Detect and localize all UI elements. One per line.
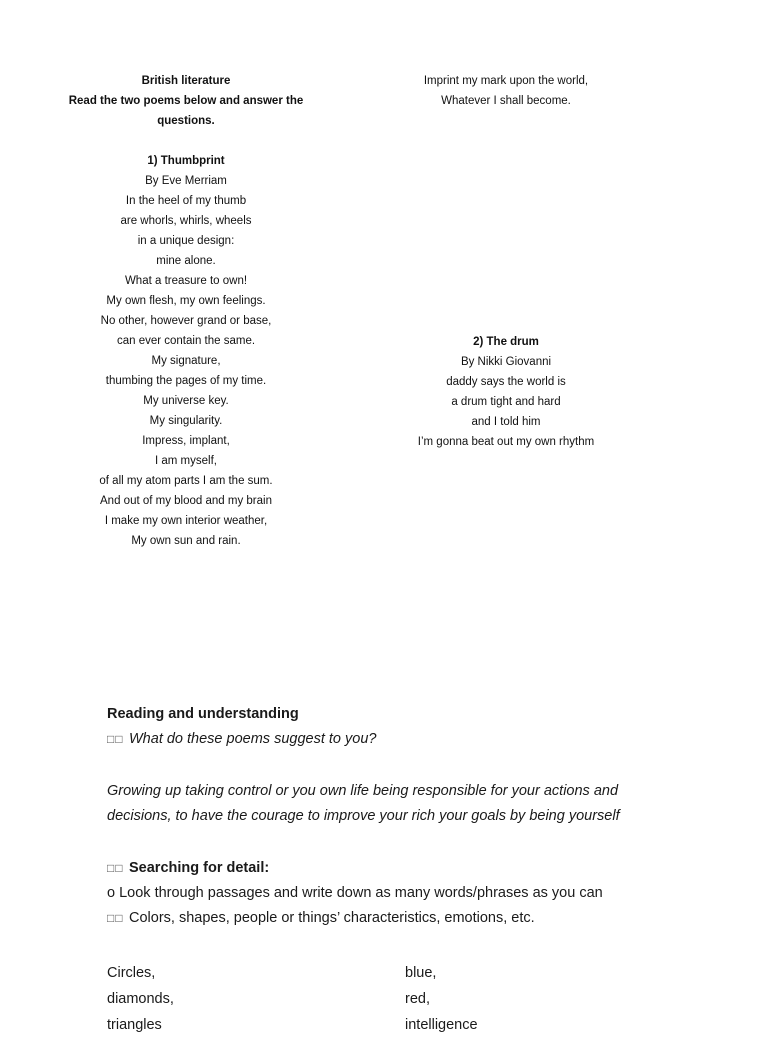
poem1-line: thumbing the pages of my time.	[105, 375, 267, 387]
poem1-line: And out of my blood and my brain	[100, 495, 272, 507]
detail-subinstruction-row	[107, 906, 707, 931]
question-text: What do these poems suggest to you?	[129, 731, 377, 747]
detail-subinstruction: Colors, shapes, people or things’ characteristics, emotions, etc.	[129, 910, 535, 926]
poem2-line: a drum tight and hard	[451, 396, 561, 408]
poem1-line: In the heel of my thumb	[125, 195, 247, 207]
poem2-author: By Nikki Giovanni	[460, 356, 552, 368]
instructions-line-2: questions.	[157, 115, 215, 127]
poem1-line: I am myself,	[155, 455, 217, 467]
poem1-line: What a treasure to own!	[124, 275, 248, 287]
course-title: British literature	[141, 75, 231, 87]
poem2-line: daddy says the world is	[446, 376, 566, 388]
poem2-block	[376, 332, 636, 452]
detail-heading-row	[107, 856, 707, 881]
poem1-line: I make my own interior weather,	[104, 515, 268, 527]
spacer	[107, 752, 707, 779]
detail-instruction: o Look through passages and write down as many words/phrases as you can	[107, 885, 603, 901]
poem1-continued-line: Whatever I shall become.	[441, 95, 571, 107]
poem1-line: No other, however grand or base,	[100, 315, 272, 327]
instructions-line-1: Read the two poems below and answer the	[68, 95, 304, 107]
poem1-line: My singularity.	[149, 415, 223, 427]
spacer	[107, 829, 707, 856]
poem1-line: of all my atom parts I am the sum.	[99, 475, 273, 487]
right-column	[376, 71, 636, 111]
poem2-title: 2) The drum	[473, 336, 539, 348]
word-item: diamonds,	[107, 991, 174, 1007]
answer-line-1: Growing up taking control or you own life being responsible for your actions and	[107, 783, 619, 799]
spacer	[56, 131, 316, 151]
poem2-line: I’m gonna beat out my own rhythm	[417, 436, 595, 448]
poem1-author: By Eve Merriam	[145, 175, 227, 187]
poem2-line: and I told him	[471, 416, 541, 428]
word-item: red,	[405, 991, 430, 1007]
poem1-line: Impress, implant,	[142, 435, 230, 447]
word-list-right	[405, 960, 478, 1038]
bullet-box-icon: □□	[107, 861, 124, 875]
questions-section	[107, 702, 707, 931]
poem1-line: My own flesh, my own feelings.	[106, 295, 266, 307]
poem1-line: My signature,	[151, 355, 221, 367]
word-item: Circles,	[107, 965, 156, 981]
poem1-line: My universe key.	[143, 395, 229, 407]
poem1-continued-line: Imprint my mark upon the world,	[423, 75, 589, 87]
poem1-line: mine alone.	[156, 255, 216, 267]
poem1-title: 1) Thumbprint	[147, 155, 225, 167]
word-list-left	[107, 960, 174, 1038]
left-column	[56, 71, 316, 551]
poem1-line: My own sun and rain.	[131, 535, 241, 547]
word-item: intelligence	[405, 1017, 478, 1033]
reading-heading: Reading and understanding	[107, 706, 299, 722]
detail-heading: Searching for detail:	[129, 860, 270, 876]
poem1-line: in a unique design:	[137, 235, 235, 247]
word-item: blue,	[405, 965, 437, 981]
reading-question	[107, 727, 707, 752]
bullet-box-icon: □□	[107, 911, 124, 925]
bullet-box-icon: □□	[107, 732, 124, 746]
poem1-line: are whorls, whirls, wheels	[120, 215, 252, 227]
answer-line-2: decisions, to have the courage to improve your rich your goals by being yourself	[107, 808, 620, 824]
word-item: triangles	[107, 1017, 162, 1033]
poem1-line: can ever contain the same.	[116, 335, 256, 347]
